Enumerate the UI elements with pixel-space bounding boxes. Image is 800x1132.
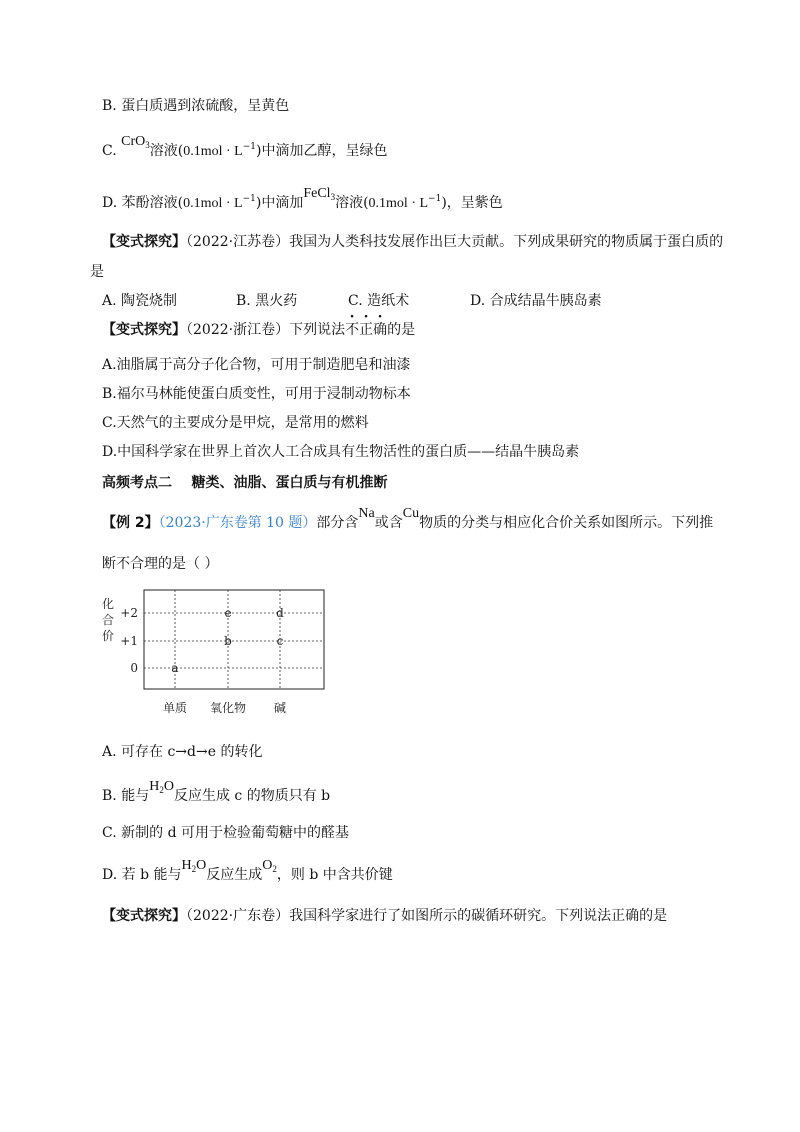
y-axis-label-char: 合 xyxy=(101,613,115,627)
option-d-mid2: 溶液( xyxy=(335,195,369,211)
option-d-conc2: 0.1mol · L xyxy=(368,196,429,211)
example2-option-a-text: A. 可存在 c→d→e 的转化 xyxy=(102,744,263,760)
fecl3-formula-main: FeCl xyxy=(303,186,331,201)
variant3-question-text: 我国科学家进行了如图所示的碳循环研究。下列说法正确的是 xyxy=(289,908,668,924)
variant1-question xyxy=(102,232,723,252)
example2-option-c xyxy=(102,823,349,843)
option-c-conc-sup: −1 xyxy=(242,142,256,152)
example2-source: （2023·广东卷第 10 题） xyxy=(158,515,317,531)
variant2-label: 【变式探究】 xyxy=(102,322,186,338)
chart-points xyxy=(171,606,284,675)
chart-x-ticks xyxy=(163,700,286,715)
option-d-conc1-sup: −1 xyxy=(242,194,256,204)
variant3-source: （2022·广东卷） xyxy=(186,908,290,924)
variant2-question xyxy=(102,320,415,340)
example2-option-c-text: C. 新制的 d 可用于检验葡萄糖中的醛基 xyxy=(102,825,349,841)
h2o-h: H xyxy=(181,858,192,873)
option-c-suffix: )中滴加乙醇，呈绿色 xyxy=(256,143,388,159)
h2o-sub: 2 xyxy=(191,864,197,874)
example2-option-b-pre: B. 能与 xyxy=(102,788,150,804)
variant2-option-c xyxy=(102,413,369,433)
variant2-question-post: 的是 xyxy=(387,322,416,338)
example2-text3: 物质的分类与相应化合价关系如图所示。下列推 xyxy=(419,515,714,531)
option-c-cro3 xyxy=(102,134,388,165)
y-axis-label-char: 价 xyxy=(101,629,115,643)
example2-line2-text: 断不合理的是（ ） xyxy=(102,556,219,572)
example2-text1: 部分含 xyxy=(316,515,359,531)
example2-question xyxy=(102,506,714,534)
section-heading-text: 高频考点二 糖类、油脂、蛋白质与有机推断 xyxy=(102,475,388,491)
variant2-option-b xyxy=(102,384,411,404)
o2-o: O xyxy=(262,858,273,873)
h2o-o: O xyxy=(196,858,207,873)
variant1-option-d: D. 合成结晶牛胰岛素 xyxy=(470,293,602,309)
option-d-mid1: )中滴加 xyxy=(255,195,304,211)
variant1-option-c: C. 造纸术 xyxy=(348,293,410,309)
h2o-formula xyxy=(182,858,207,873)
variant2-option-b-text: B.福尔马林能使蛋白质变性，可用于浸制动物标本 xyxy=(102,386,411,402)
cro3-formula-sub: 3 xyxy=(145,140,150,150)
data-point-e: e xyxy=(224,606,232,620)
na-symbol: Na xyxy=(358,506,375,521)
option-d-conc2-sup: −1 xyxy=(428,194,442,204)
option-c-prefix: C. xyxy=(102,143,117,159)
h2o-formula xyxy=(149,779,174,794)
variant1-question-line2-text: 是 xyxy=(90,264,104,280)
variant1-label: 【变式探究】 xyxy=(102,234,186,250)
variant2-question-pre: 下列说法 xyxy=(289,322,346,338)
variant2-option-d-text: D.中国科学家在世界上首次人工合成具有生物活性的蛋白质——结晶牛胰岛素 xyxy=(102,444,580,460)
example2-label: 【例 2】 xyxy=(102,515,159,531)
fecl3-formula-sub: 3 xyxy=(330,192,336,202)
cro3-formula xyxy=(121,134,150,149)
x-tick-label: 单质 xyxy=(162,701,188,715)
section-heading xyxy=(102,473,388,493)
data-point-c: c xyxy=(276,634,284,648)
variant1-source: （2022·江苏卷） xyxy=(186,234,290,250)
valence-chart xyxy=(98,588,328,723)
option-b-protein xyxy=(102,96,289,116)
chart-y-ticks xyxy=(120,606,138,675)
chart-ylabel xyxy=(102,597,114,643)
variant2-option-a-text: A.油脂属于高分子化合物，可用于制造肥皂和油漆 xyxy=(102,357,411,373)
option-d-suffix: )，呈紫色 xyxy=(441,195,503,211)
variant1-question-line2 xyxy=(90,262,104,282)
data-point-d: d xyxy=(276,606,284,620)
variant2-option-c-text: C.天然气的主要成分是甲烷，是常用的燃料 xyxy=(102,415,369,431)
example2-option-d xyxy=(102,858,393,889)
variant2-option-d xyxy=(102,442,579,462)
cu-symbol: Cu xyxy=(402,506,420,521)
option-d-prefix: D. 苯酚溶液( xyxy=(102,195,184,211)
variant3-label: 【变式探究】 xyxy=(102,908,186,924)
h2o-o: O xyxy=(163,779,174,794)
example2-option-b xyxy=(102,779,331,810)
example2-option-d-pre: D. 若 b 能与 xyxy=(102,867,182,883)
x-tick-label: 氧化物 xyxy=(209,701,247,715)
data-point-a: a xyxy=(171,661,179,675)
variant1-option-b: B. 黑火药 xyxy=(236,293,298,309)
h2o-sub: 2 xyxy=(159,785,164,795)
option-d-phenol xyxy=(102,186,503,217)
variant1-option-a: A. 陶瓷烧制 xyxy=(102,293,178,309)
emphasis-char: 确 xyxy=(373,322,388,338)
y-axis-label-char: 化 xyxy=(101,597,115,611)
example2-question-line2 xyxy=(102,554,218,574)
emphasis-char: 不 xyxy=(345,322,360,338)
variant1-question-line1: 我国为人类科技发展作出巨大贡献。下列成果研究的物质属于蛋白质的 xyxy=(289,234,724,250)
emphasis-char: 正 xyxy=(359,322,374,338)
example2-option-a xyxy=(102,742,262,762)
y-tick-label: +1 xyxy=(120,634,138,648)
h2o-h: H xyxy=(149,779,160,794)
option-b-text: B. 蛋白质遇到浓硫酸，呈黄色 xyxy=(102,98,290,114)
x-tick-label: 碱 xyxy=(273,701,287,715)
y-tick-label: +2 xyxy=(120,606,138,620)
variant3-question xyxy=(102,906,667,926)
option-c-mid: 溶液( xyxy=(149,143,184,159)
variant2-source: （2022·浙江卷） xyxy=(186,322,290,338)
option-d-conc1: 0.1mol · L xyxy=(183,196,243,211)
example2-option-d-post: ，则 b 中含共价键 xyxy=(276,867,393,883)
example2-option-b-post: 反应生成 c 的物质只有 b xyxy=(173,788,331,804)
fecl3-formula xyxy=(303,186,335,201)
example2-option-d-mid: 反应生成 xyxy=(206,867,263,883)
example2-text2: 或含 xyxy=(374,515,403,531)
variant2-option-a xyxy=(102,355,411,375)
o2-formula xyxy=(262,858,277,873)
option-c-conc: 0.1mol · L xyxy=(183,144,243,159)
data-point-b: b xyxy=(224,634,232,648)
cro3-formula-main: CrO xyxy=(121,134,146,149)
y-tick-label: 0 xyxy=(130,661,138,675)
o2-sub: 2 xyxy=(272,864,277,874)
